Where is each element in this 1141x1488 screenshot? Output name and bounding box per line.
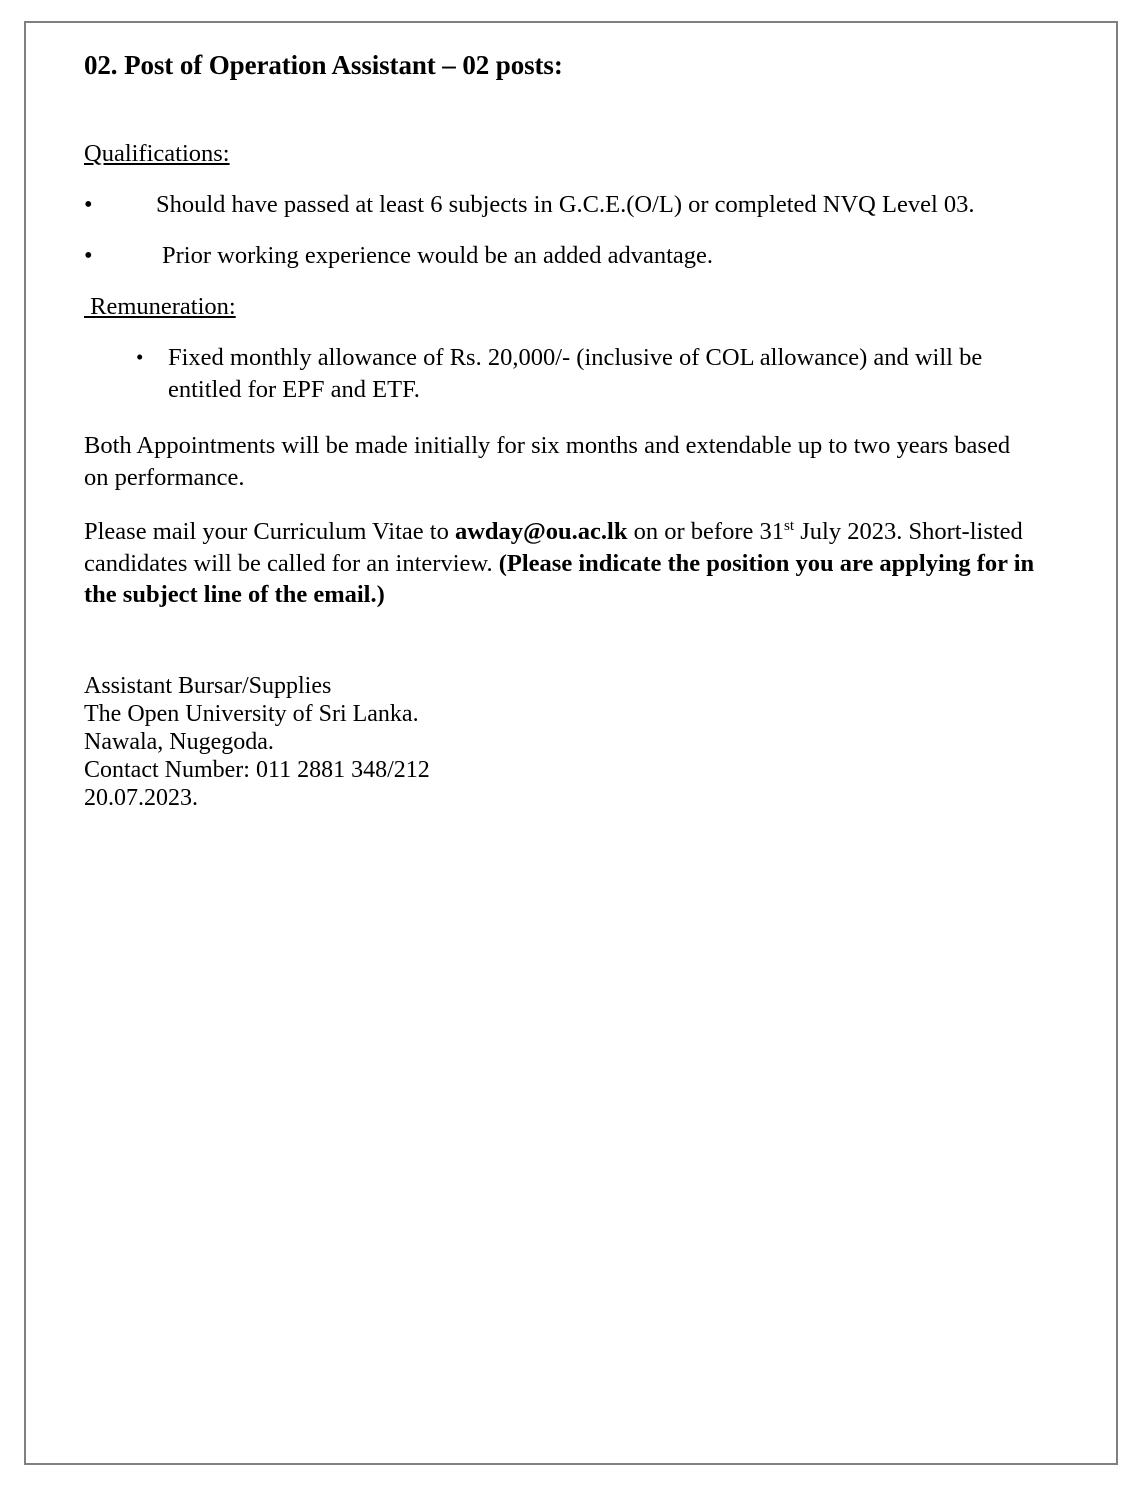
signature-spacer	[84, 611, 1039, 673]
title-spacer	[84, 81, 1039, 139]
paragraph-spacer	[84, 494, 1039, 516]
appointment-terms-paragraph: Both Appointments will be made initially for six months and extendable up to two years based on performance.	[84, 432, 1011, 491]
application-email: awday@ou.ac.lk	[454, 517, 628, 545]
bullet-icon: •	[136, 345, 144, 370]
document-content	[84, 49, 1039, 813]
remuneration-list	[84, 342, 1039, 406]
application-instructions-paragraph	[84, 516, 1039, 612]
paragraph-spacer	[84, 406, 1039, 430]
application-text-deadline-pre: on or before 31	[627, 517, 784, 545]
page-title: 02. Post of Operation Assistant – 02 posts:	[84, 50, 563, 80]
signature-contact-number: Contact Number: 011 2881 348/212	[84, 757, 430, 784]
remuneration-heading: Remuneration:	[84, 292, 236, 320]
signature-address: Nawala, Nugegoda.	[84, 729, 274, 756]
qualifications-list	[84, 189, 1039, 272]
signature-role: Assistant Bursar/Supplies	[84, 673, 332, 700]
application-text-lead: Please mail your Curriculum Vitae to	[84, 517, 455, 545]
list-item-text: Fixed monthly allowance of Rs. 20,000/- (inclusive of COL allowance) and will be entitled for EPF and ETF.	[168, 344, 983, 404]
bullet-icon: •	[84, 242, 93, 270]
signature-institution: The Open University of Sri Lanka.	[84, 701, 419, 728]
ordinal-suffix: st	[783, 516, 795, 534]
application-text-deadline-post: July 2023. Short-listed candidates will be called for an interview.	[84, 517, 1023, 577]
signature-block	[84, 673, 1039, 813]
qualifications-heading: Qualifications:	[84, 140, 230, 168]
list-item	[84, 342, 1039, 406]
document-page	[24, 21, 1118, 1465]
list-item-text: Should have passed at least 6 subjects in G.C.E.(O/L) or completed NVQ Level 03.	[156, 191, 975, 219]
list-item	[84, 189, 1039, 220]
application-subject-line-note: (Please indicate the position you are applying for in the subject line of the email.)	[84, 549, 1035, 609]
remuneration-heading-row	[84, 292, 1039, 323]
signature-date: 20.07.2023.	[84, 785, 198, 812]
qualifications-heading-row	[84, 139, 1039, 170]
list-item	[84, 240, 1039, 271]
bullet-icon: •	[84, 191, 93, 219]
list-item-text: Prior working experience would be an added advantage.	[162, 242, 714, 270]
